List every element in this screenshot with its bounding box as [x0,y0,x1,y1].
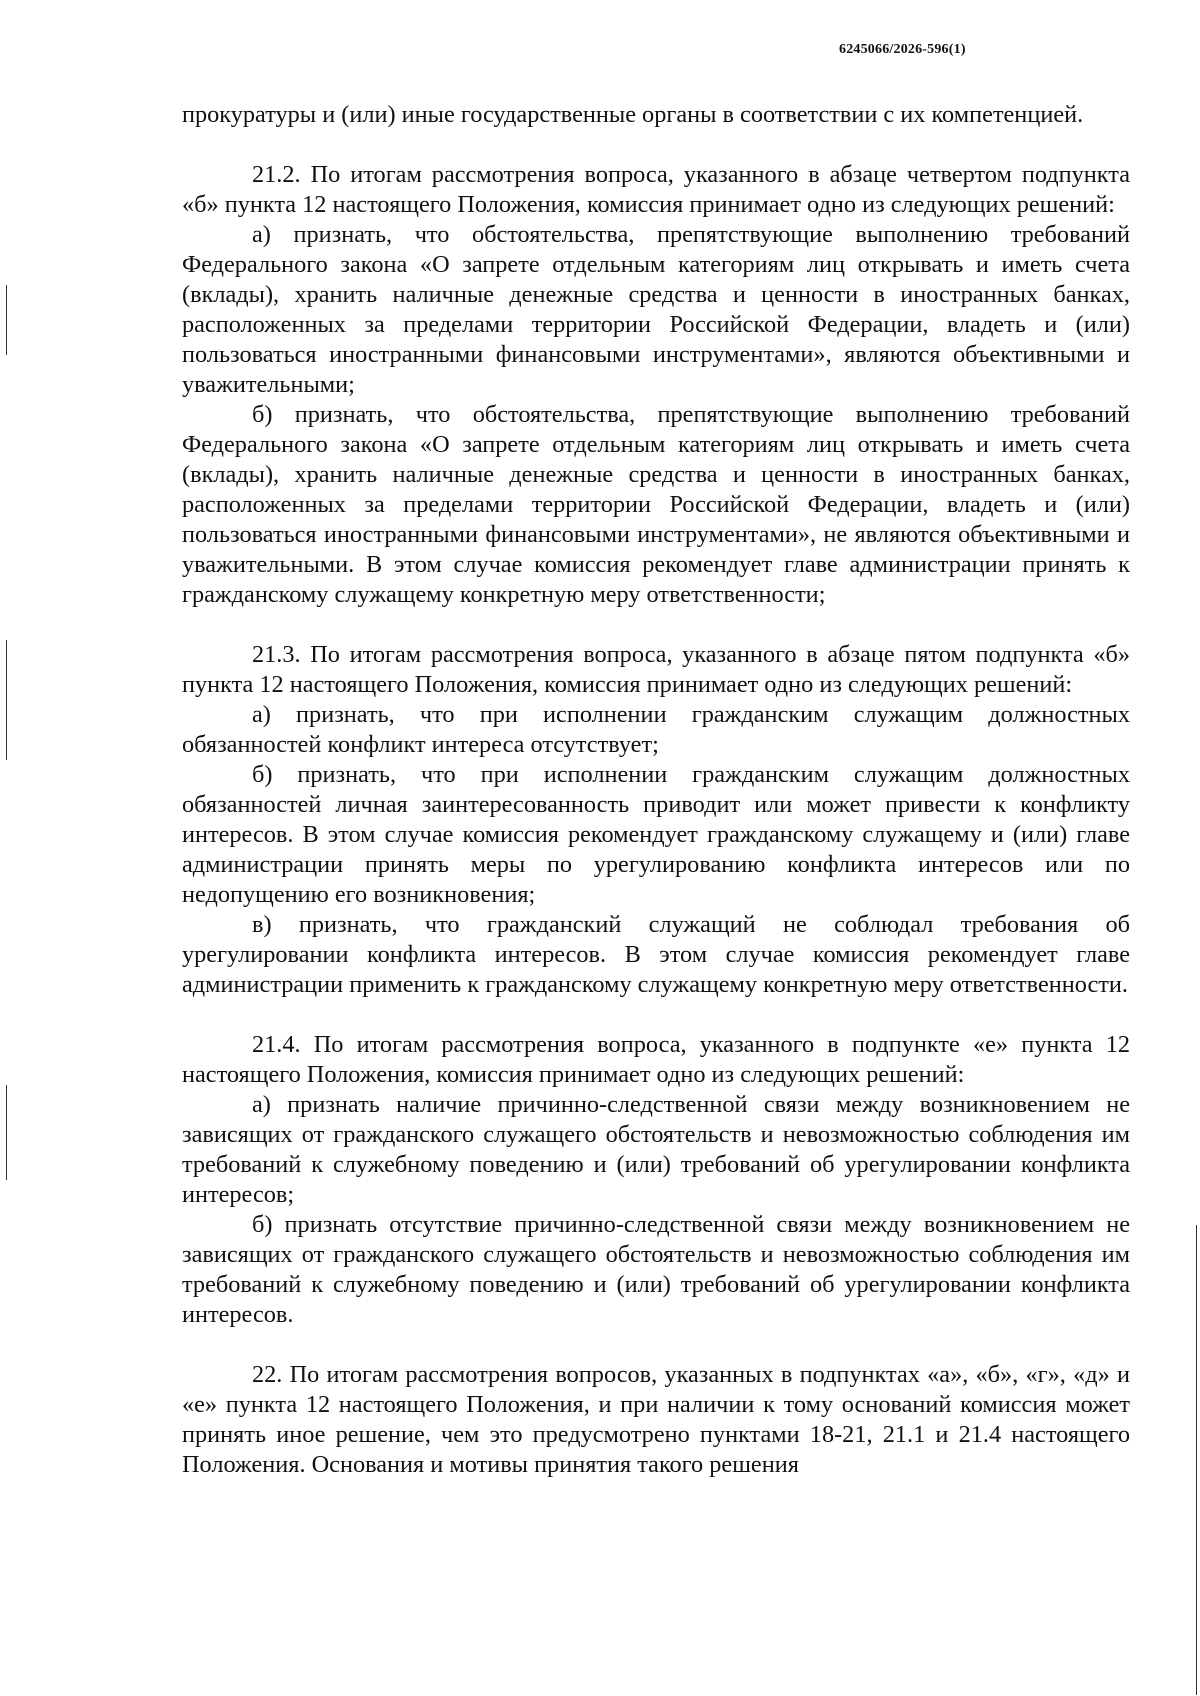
paragraph-21-3-a: а) признать, что при исполнении гражданским служащим должностных обязанностей конфликт интереса отсутствует; [182,701,1130,758]
paragraph-continuation: прокуратуры и (или) иные государственные органы в соответствии с их компетенцией. [182,101,1084,128]
paragraph-21-3-b: б) признать, что при исполнении гражданским служащим должностных обязанностей личная заинтересованность приводит или может привести к конфликту интересов. В этом случае комиссия рекомендует гражданскому служащему и (или) главе администрации принять меры по урегулированию конфликта интересов или по недопущению его возникновения; [182,761,1130,908]
scan-margin-mark [1196,1225,1197,1695]
scan-margin-mark [6,1085,7,1180]
paragraph-21-3: 21.3. По итогам рассмотрения вопроса, указанного в абзаце пятом подпункта «б» пункта 12 настоящего Положения, комиссия принимает одно из следующих решений: [182,641,1130,698]
paragraph-21-4: 21.4. По итогам рассмотрения вопроса, указанного в подпункте «е» пункта 12 настоящего Положения, комиссия принимает одно из следующих решений: [182,1031,1130,1088]
paragraph-22: 22. По итогам рассмотрения вопросов, указанных в подпунктах «а», «б», «г», «д» и «е» пункта 12 настоящего Положения, и при наличии к тому оснований комиссия может принять иное решение, чем это предусмотрено пунктами 18-21, 21.1 и 21.4 настоящего Положения. Основания и мотивы принятия такого решения [182,1361,1130,1478]
paragraph-21-4-a: а) признать наличие причинно-следственной связи между возникновением не зависящих от гражданского служащего обстоятельств и невозможностью соблюдения им требований к служебному поведению и (или) требований об урегулировании конфликта интересов; [182,1091,1130,1208]
scan-margin-mark [6,285,7,355]
document-number: 6245066/2026-596(1) [839,42,966,57]
paragraph-21-3-v: в) признать, что гражданский служащий не соблюдал требования об урегулировании конфликта интересов. В этом случае комиссия рекомендует главе администрации применить к гражданскому служащему конкретную меру ответственности. [182,911,1130,998]
paragraph-21-2: 21.2. По итогам рассмотрения вопроса, указанного в абзаце четвертом подпункта «б» пункта 12 настоящего Положения, комиссия принимает одно из следующих решений: [182,161,1130,218]
document-body [182,100,1130,1480]
scan-margin-mark [6,640,7,760]
paragraph-21-4-b: б) признать отсутствие причинно-следственной связи между возникновением не зависящих от гражданского служащего обстоятельств и невозможностью соблюдения им требований к служебному поведению и (или) требований об урегулировании конфликта интересов. [182,1211,1130,1328]
paragraph-21-2-b: б) признать, что обстоятельства, препятствующие выполнению требований Федерального закона «О запрете отдельным категориям лиц открывать и иметь счета (вклады), хранить наличные денежные средства и ценности в иностранных банках, расположенных за пределами территории Российской Федерации, владеть и (или) пользоваться иностранными финансовыми инструментами», не являются объективными и уважительными. В этом случае комиссия рекомендует главе администрации принять к гражданскому служащему конкретную меру ответственности; [182,401,1130,608]
paragraph-21-2-a: а) признать, что обстоятельства, препятствующие выполнению требований Федерального закона «О запрете отдельным категориям лиц открывать и иметь счета (вклады), хранить наличные денежные средства и ценности в иностранных банках, расположенных за пределами территории Российской Федерации, владеть и (или) пользоваться иностранными финансовыми инструментами», являются объективными и уважительными; [182,221,1130,398]
